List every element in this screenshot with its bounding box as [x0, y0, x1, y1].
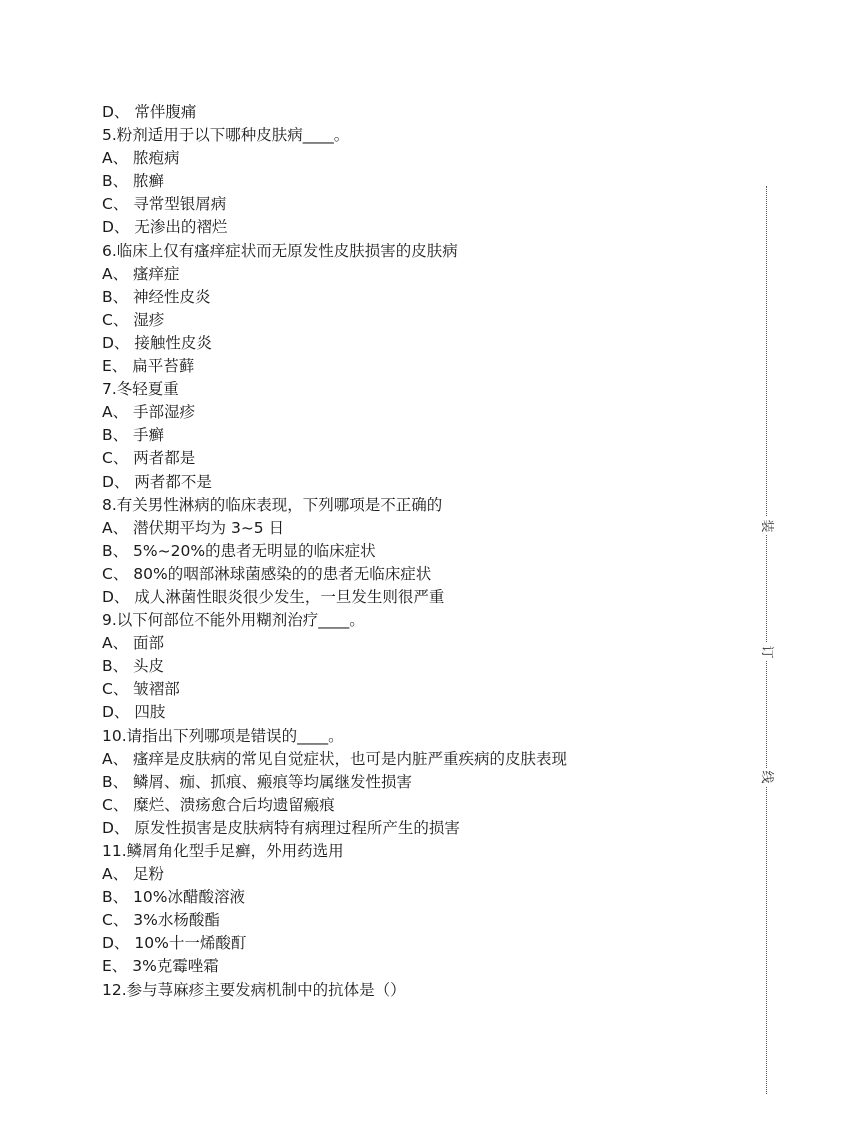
option-line: D、 原发性损害是皮肤病特有病理过程所产生的损害	[102, 818, 460, 837]
binding-line	[766, 186, 767, 1094]
option-line: A、 脓疱病	[102, 149, 180, 168]
option-line: B、 鳞屑、痂、抓痕、瘢痕等均属继发性损害	[102, 772, 413, 791]
question-line: 10.请指出下列哪项是错误的____。	[102, 726, 344, 745]
question-line: 11.鳞屑角化型手足癣，外用药选用	[102, 842, 344, 860]
option-line: D、 10%十一烯酸酊	[102, 934, 247, 953]
option-line: C、 湿疹	[102, 310, 165, 329]
binding-label-xian: 线	[757, 768, 775, 786]
question-line: 8.有关男性淋病的临床表现，下列哪项是不正确的	[102, 495, 443, 514]
option-line: B、 手癣	[102, 426, 165, 445]
option-line: B、 脓癣	[102, 172, 165, 191]
option-line: A、 手部湿疹	[102, 403, 196, 422]
option-line: D、 接触性皮炎	[102, 333, 212, 352]
question-line: 5.粉剂适用于以下哪种皮肤病____。	[102, 126, 350, 145]
binding-label-zhuang: 装	[757, 517, 775, 535]
option-line: C、 80%的咽部淋球菌感染的的患者无临床症状	[102, 564, 432, 583]
question-line: 6.临床上仅有瘙痒症状而无原发性皮肤损害的皮肤病	[102, 241, 458, 260]
option-line: C、 寻常型银屑病	[102, 195, 227, 214]
option-line: A、 瘙痒症	[102, 264, 180, 283]
option-line: D、 成人淋菌性眼炎很少发生，一旦发生则很严重	[102, 587, 445, 606]
option-line: C、 糜烂、溃疡愈合后均遗留瘢痕	[102, 795, 335, 814]
option-line: D、 两者都不是	[102, 472, 212, 491]
question-body	[102, 101, 722, 1002]
option-line: C、 3%水杨酸酯	[102, 911, 220, 930]
option-line: D、 常伴腹痛	[102, 103, 197, 121]
option-line: B、 5%~20%的患者无明显的临床症状	[102, 541, 376, 560]
binding-label-ding: 订	[757, 643, 775, 661]
option-line: A、 足粉	[102, 865, 165, 884]
option-line: A、 瘙痒是皮肤病的常见自觉症状，也可是内脏严重疾病的皮肤表现	[102, 749, 568, 768]
option-line: B、 神经性皮炎	[102, 287, 211, 306]
option-line: E、 3%克霉唑霜	[102, 957, 219, 976]
option-line: E、 扁平苔藓	[102, 357, 195, 376]
option-line: A、 潜伏期平均为 3~5 日	[102, 518, 285, 537]
question-line: 9.以下何部位不能外用糊剂治疗____。	[102, 611, 365, 630]
option-line: C、 两者都是	[102, 449, 196, 468]
option-line: C、 皱褶部	[102, 680, 180, 699]
option-line: D、 无渗出的褶烂	[102, 218, 228, 237]
option-line: B、 10%冰醋酸溶液	[102, 888, 246, 907]
option-line: D、 四肢	[102, 703, 166, 722]
option-line: B、 头皮	[102, 657, 165, 676]
question-line: 12.参与荨麻疹主要发病机制中的抗体是（）	[102, 980, 406, 999]
option-line: A、 面部	[102, 634, 165, 653]
question-line: 7.冬轻夏重	[102, 380, 179, 399]
